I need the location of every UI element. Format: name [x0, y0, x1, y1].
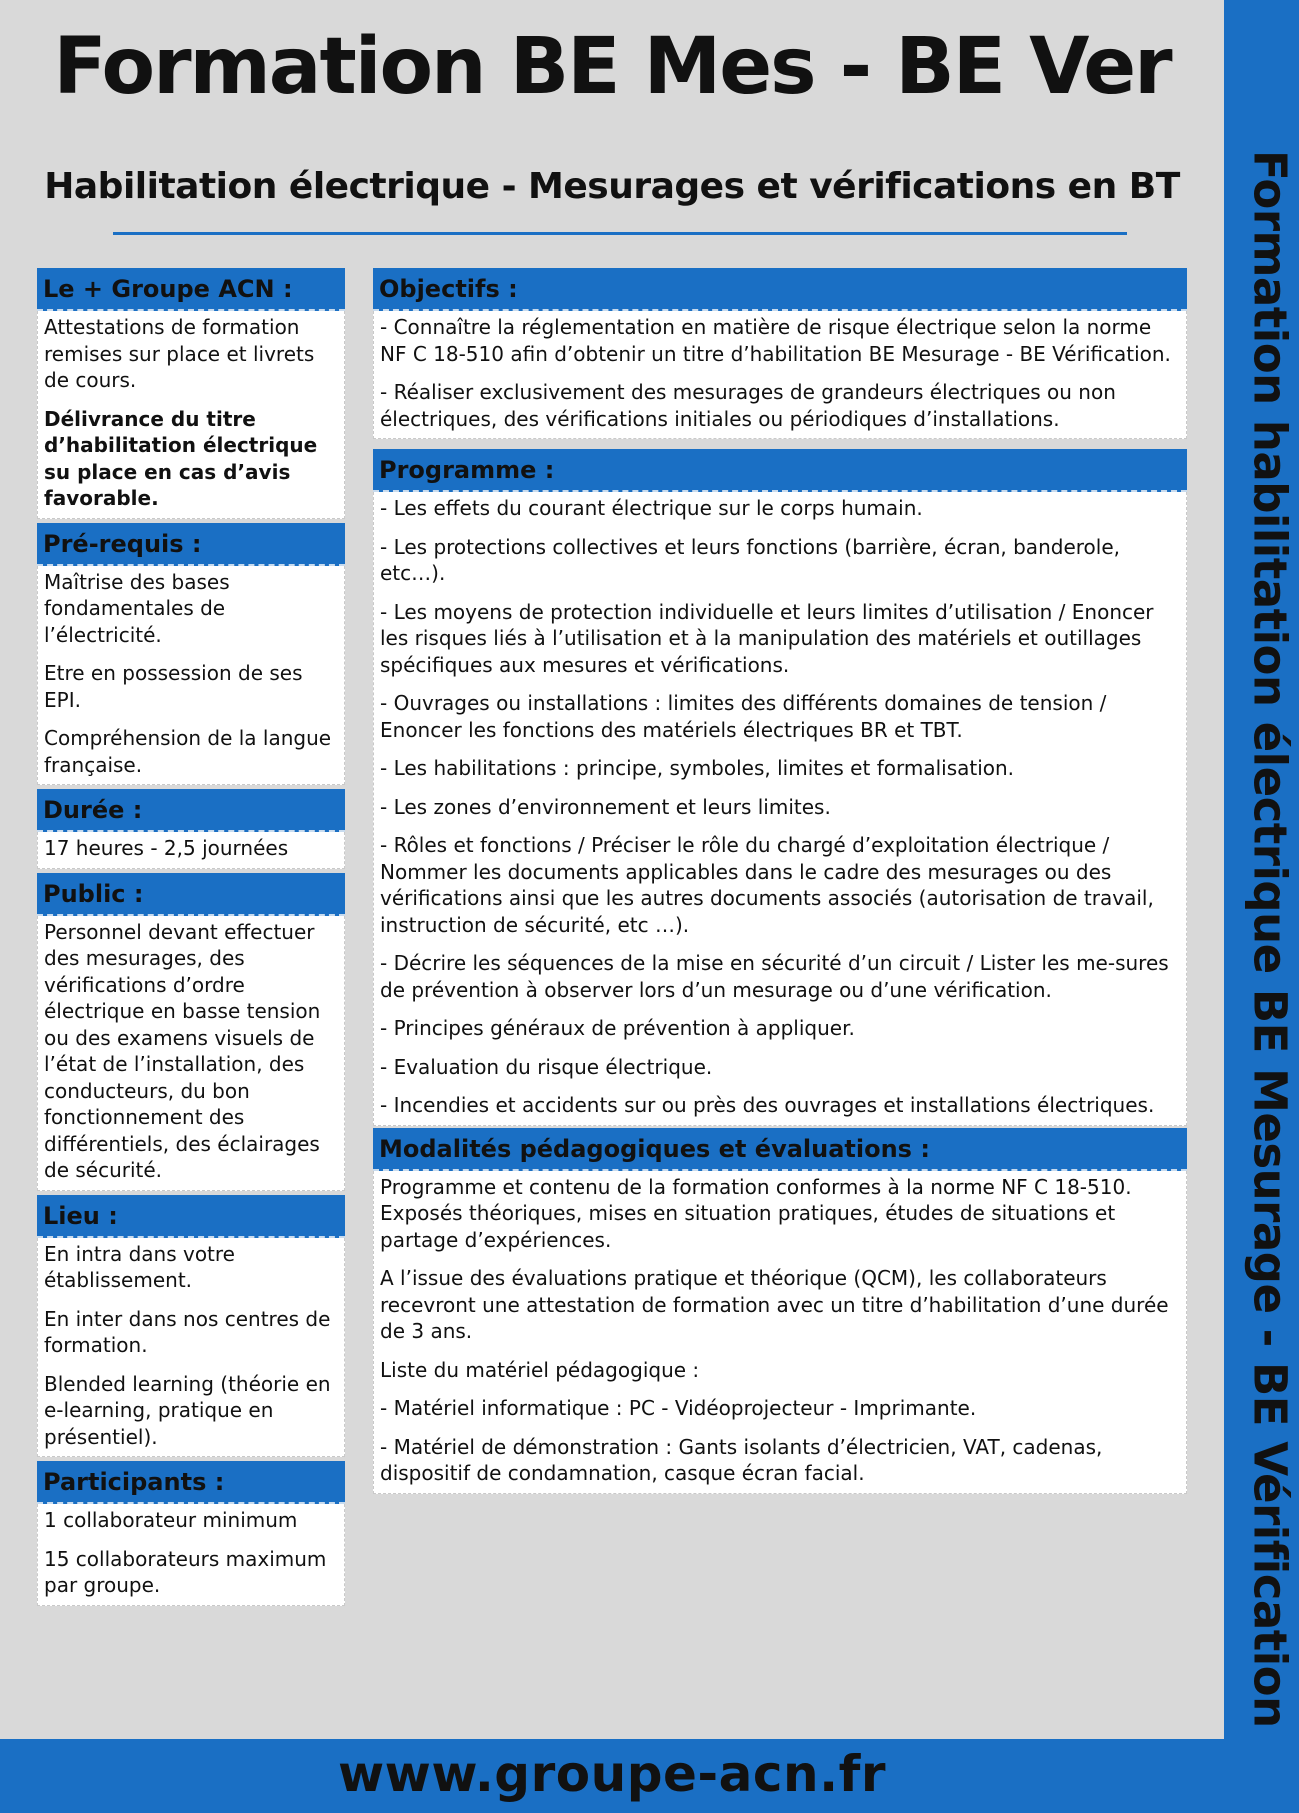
title-divider [113, 232, 1127, 235]
panel-text: Maîtrise des bases fondamentales de l’électricité. [44, 569, 230, 647]
panel-modalites [373, 1128, 1187, 1494]
panel-text-bold: Délivrance du titre d’habilitation électrique su place en cas d’avis favorable. [44, 406, 318, 510]
panel-heading: Public : [37, 873, 345, 916]
footer-bar [0, 1739, 1299, 1813]
panel-text: Attestations de formation remises sur place et livrets de cours. [44, 315, 315, 392]
panel-heading: Lieu : [37, 1195, 345, 1238]
page-subtitle: Habilitation électrique - Mesurages et vérifications en BT [44, 166, 1180, 207]
panel-prerequis [37, 523, 345, 786]
footer-url[interactable]: www.groupe-acn.fr [337, 1745, 887, 1803]
panel-programme [373, 449, 1187, 1126]
panel-body [37, 916, 345, 1191]
side-banner-text: Formation habilitation électrique BE Mesurage - BE Vérification [1243, 150, 1297, 1728]
panel-body [37, 1238, 345, 1458]
panel-text: - Réaliser exclusivement des mesurages de grandeurs électriques ou non électriques, des vérifications initiales ou périodiques d’installations. [380, 380, 1116, 431]
programme-item: - Les protections collectives et leurs fonctions (barrière, écran, banderole, etc…). [380, 534, 1120, 585]
programme-item: - Les moyens de protection individuelle et leurs limites d’utilisation / Enoncer les risques liés à l’utilisation et à la manipulation des matériels et outillages spécifiques aux mesures et vérifications. [380, 599, 1154, 677]
programme-item: - Les zones d’environnement et leurs limites. [380, 794, 831, 819]
panel-body [373, 492, 1187, 1126]
panel-lieu [37, 1195, 345, 1458]
programme-item: - Les habilitations : principe, symboles, limites et formalisation. [380, 756, 1015, 780]
panel-duree [37, 789, 345, 869]
modalites-item: Programme et contenu de la formation conformes à la norme NF C 18-510. Exposés théoriques, mises en situation pratiques, études de situations et partage d’expériences. [380, 1174, 1132, 1252]
panel-text: 15 collaborateurs maximum par groupe. [44, 1546, 327, 1597]
panel-body [37, 311, 345, 519]
panel-public [37, 873, 345, 1191]
panel-body [373, 1171, 1187, 1494]
panel-text: En inter dans nos centres de formation. [44, 1306, 331, 1357]
programme-item: - Incendies et accidents sur ou près des ouvrages et installations électriques. [380, 1093, 1155, 1117]
panel-text: En intra dans votre établissement. [44, 1241, 235, 1292]
programme-item: - Evaluation du risque électrique. [380, 1054, 713, 1079]
side-banner [1224, 0, 1299, 1813]
panel-text: Etre en possession de ses EPI. [44, 661, 303, 712]
modalites-item: Liste du matériel pédagogique : [380, 1357, 700, 1382]
panel-text: Blended learning (théorie en e-learning, pratique en présentiel). [44, 1371, 331, 1449]
modalites-item: - Matériel de démonstration : Gants isolants d’électricien, VAT, cadenas, dispositif de condamnation, casque écran facial. [380, 1434, 1103, 1485]
panel-text: Compréhension de la langue française. [44, 726, 332, 777]
left-column [37, 268, 345, 1610]
programme-item: - Rôles et fonctions / Préciser le rôle du chargé d’exploitation électrique / Nommer les documents applicables dans le cadre des mesurages ou des vérifications ainsi que les autres documents associés (autorisation de travail, instruction de sécurité, etc …). [380, 833, 1154, 937]
panel-heading: Modalités pédagogiques et évaluations : [373, 1128, 1187, 1171]
modalites-item: - Matériel informatique : PC - Vidéoprojecteur - Imprimante. [380, 1396, 977, 1420]
panel-text: - Connaître la réglementation en matière de risque électrique selon la norme NF C 18-510 afin d’obtenir un titre d’habilitation BE Mesurage - BE Vérification. [380, 315, 1171, 366]
programme-item: - Décrire les séquences de la mise en sécurité d’un circuit / Lister les me-sures de prévention à observer lors d’un mesurage ou d’une vérification. [380, 951, 1169, 1002]
page-title: Formation BE Mes - BE Ver [53, 22, 1171, 112]
panel-body [37, 832, 345, 869]
panel-text: Personnel devant effectuer des mesurages, des vérifications d’ordre électrique en basse tension ou des examens visuels de l’état de l’installation, des conducteurs, du bon fonctionnement des différentiels, des éclairages de sécurité. [44, 919, 321, 1182]
panel-heading: Programme : [373, 449, 1187, 492]
panel-heading: Participants : [37, 1461, 345, 1504]
panel-heading: Objectifs : [373, 268, 1187, 311]
programme-item: - Les effets du courant électrique sur le corps humain. [380, 496, 923, 520]
panel-text: 17 heures - 2,5 journées [44, 836, 289, 860]
panel-groupe-acn [37, 268, 345, 519]
panel-body [37, 1504, 345, 1606]
panel-objectifs [373, 268, 1187, 439]
panel-heading: Le + Groupe ACN : [37, 268, 345, 311]
panel-heading: Pré-requis : [37, 523, 345, 566]
panel-heading: Durée : [37, 789, 345, 832]
panel-body [373, 311, 1187, 439]
panel-text: 1 collaborateur minimum [44, 1508, 298, 1532]
right-column [373, 268, 1187, 1504]
panel-body [37, 566, 345, 786]
programme-item: - Ouvrages ou installations : limites des différents domaines de tension / Enoncer les fonctions des matériels électriques BR et TBT. [380, 691, 1107, 742]
panel-participants [37, 1461, 345, 1606]
modalites-item: A l’issue des évaluations pratique et théorique (QCM), les collaborateurs recevront une attestation de formation avec un titre d’habilitation d’une durée de 3 ans. [380, 1266, 1169, 1343]
programme-item: - Principes généraux de prévention à appliquer. [380, 1016, 855, 1040]
